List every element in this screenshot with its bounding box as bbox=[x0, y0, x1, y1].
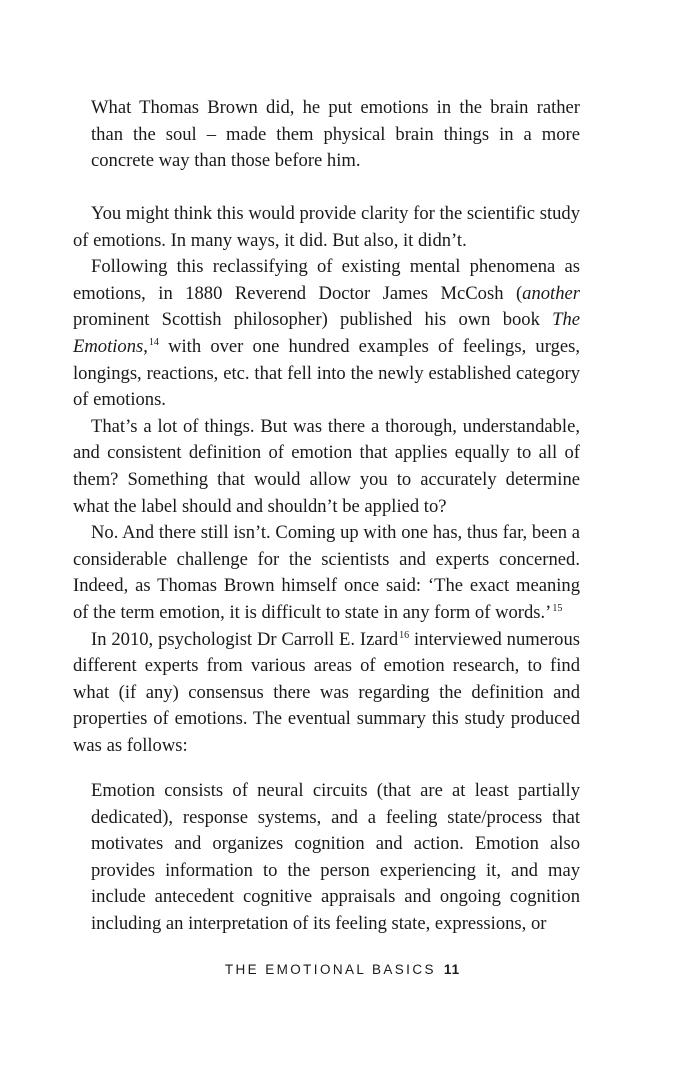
italic-word: another bbox=[522, 282, 580, 304]
paragraph-mccosh bbox=[73, 254, 580, 414]
text-span: prominent Scottish philosopher) published his own book bbox=[73, 309, 553, 331]
text-span: No. And there still isn’t. Coming up with one has, thus far, been a considerable challenge for the scientists and experts concerned. Indeed, as Thomas Brown himself once said: ‘The exact meaning of the term emotion, it is difficult to state in any form of words.’ bbox=[73, 522, 580, 623]
footnote-marker: 16 bbox=[399, 629, 410, 641]
body-text bbox=[73, 201, 580, 759]
block-quote-izard-definition bbox=[91, 778, 580, 938]
text-span: In 2010, psychologist Dr Carroll E. Izard bbox=[91, 628, 399, 650]
paragraph-definition-question: That’s a lot of things. But was there a thorough, understandable, and consistent definition of emotion that applies equally to all of them? Something that would allow you to accurately determine what the label should and shouldn’t be applied to? bbox=[73, 415, 580, 517]
text-span: , bbox=[143, 335, 148, 357]
quote-text: What Thomas Brown did, he put emotions in the brain rather than the soul – made them physical brain things in a more concrete way than those before him. bbox=[91, 97, 580, 172]
text-span: Following this reclassifying of existing mental phenomena as emotions, in 1880 Reverend Doctor James McCosh ( bbox=[73, 256, 580, 304]
book-title: The Emotions bbox=[73, 309, 580, 357]
block-quote-thomas-brown bbox=[91, 95, 580, 175]
paragraph-izard bbox=[73, 627, 580, 760]
page-footer bbox=[0, 962, 685, 977]
footnote-marker: 14 bbox=[148, 336, 159, 348]
running-head: THE EMOTIONAL BASICS bbox=[224, 962, 436, 977]
footnote-marker: 15 bbox=[552, 602, 563, 614]
paragraph-clarity: You might think this would provide clarity for the scientific study of emotions. In many ways, it did. But also, it didn’t. bbox=[73, 203, 580, 251]
paragraph-no-definition bbox=[73, 520, 580, 626]
text-span: interviewed numerous different experts from various areas of emotion research, to find what (if any) consensus there was regarding the definition and properties of emotions. The eventual summary this study produced was as follows: bbox=[73, 628, 580, 756]
quote-text: Emotion consists of neural circuits (that are at least partially dedicated), response systems, and a feeling state/process that motivates and organizes cognition and action. Emotion also provides information to the person experiencing it, and may include antecedent cognitive appraisals and ongoing cognition including an interpretation of its feeling state, expressions, or bbox=[91, 780, 580, 934]
text-span: with over one hundred examples of feelings, urges, longings, reactions, etc. that fell into the newly established category of emotions. bbox=[73, 335, 580, 411]
page-number: 11 bbox=[443, 962, 461, 977]
